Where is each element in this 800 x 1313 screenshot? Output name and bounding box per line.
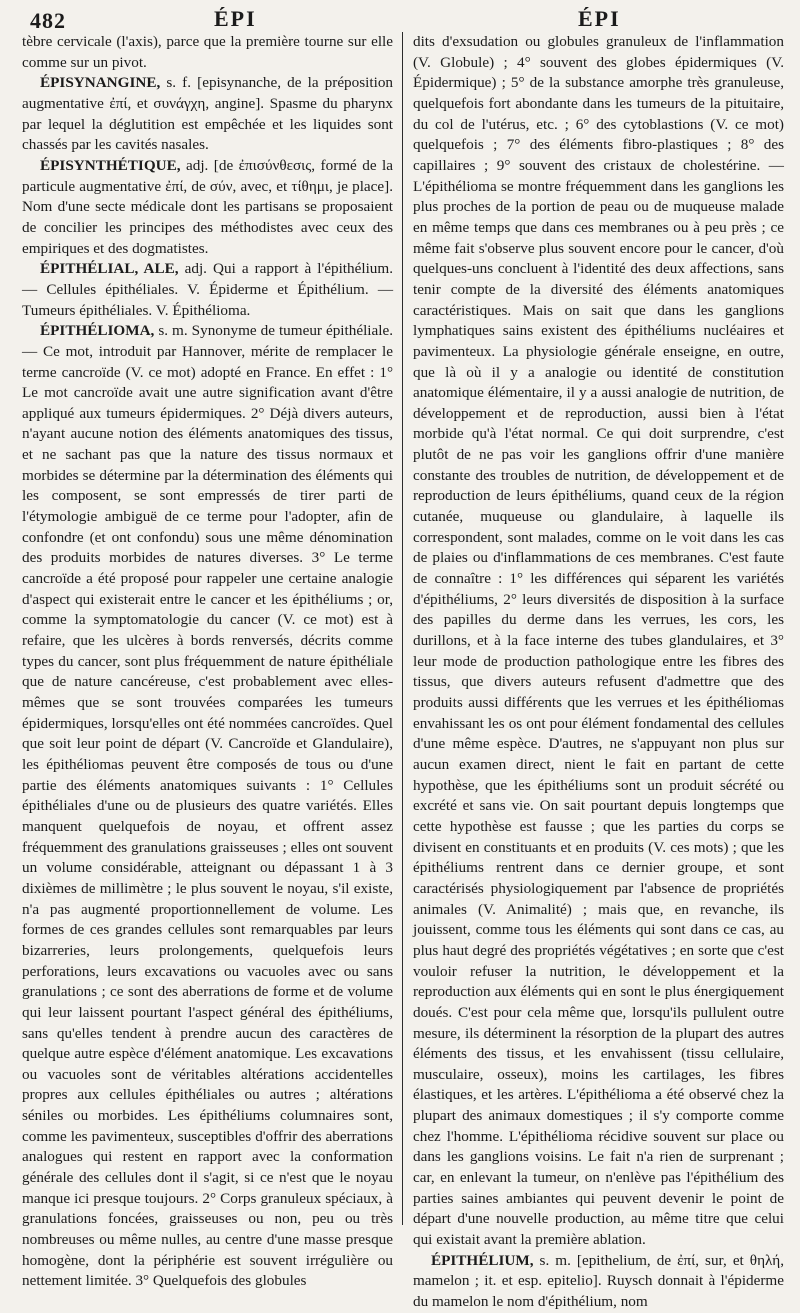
entry-text: s. f. [episynanche, de la préposition augmentative ἐπί, et συνάγχη, angine]. Spasme du pharynx par lequel la déglutition est empêchée et les liquides sont chassés par les cavités nasales. [22, 74, 394, 154]
right-running-head: ÉPI [578, 6, 621, 31]
entry-paragraph [22, 32, 393, 73]
running-header [16, 0, 786, 34]
entry-text: adj. [de ἐπισύνθεσις, formé de la particule augmentative ἐπί, de σύν, avec, et τίθημι, je place]. Nom d'une secte médicale dont les partisans se proposaient de concilier les principes des méthodistes avec ceux des empiriques et des dogmatistes. [22, 156, 394, 257]
right-column [411, 32, 784, 1311]
entry-text: s. m. [epithelium, de ἐπί, sur, et θηλή, mamelon ; it. et esp. epitelio]. Ruysch donnait à l'épiderme du mamelon le nom d'épithélium, nom [412, 1251, 784, 1311]
entry-paragraph [22, 73, 393, 156]
page-number: 482 [30, 8, 66, 33]
entry-paragraph [22, 156, 393, 259]
entry-headword: ÉPITHÉLIAL, ALE, [40, 260, 179, 278]
entry-text: s. m. Synonyme de tumeur épithéliale. — Ce mot, introduit par Hannover, mérite de remplacer le terme cancroïde (V. ce mot) adopté en France. En effet : 1° Le mot cancroïde avait une autre signification avant d'être appliqué aux tumeurs épidermiques. 2° Déjà divers auteurs, n'ayant aucune notion des éléments anatomiques des tissus, et ne sachant pas que la nature des tissus normaux et morbides se détermine par la détermination des éléments qui les composent, se sont empressés de tirer parti de l'étymologie ambiguë de ce terme pour l'adopter, afin de confondre (et ont confondu) sous une même dénomination des produits morbides de natures diverses. 3° Le terme cancroïde a été proposé pour rappeler une certaine analogie d'aspect qui existerait entre le cancer et les épithéliums ; or, comme la symptomatologie du cancer (V. ce mot) est à refaire, que les ulcères à bords renversés, décrits comme types du cancer, sont plus fréquemment de nature épithéliale que de nature cancéreuse, c'est probablement avec elles-mêmes que se sont trouvées comparées les tumeurs épidermiques, lorsqu'elles ont été nommées cancroïdes. Quel que soit leur point de départ (V. Cancroïde et Glandulaire), les épithéliomas peuvent être composés de tous ou d'une partie des éléments anatomiques suivants : 1° Cellules épithéliales d'une ou de plusieurs des quatre variétés. Elles manquent quelquefois de noyau, et offrent assez fréquemment des granulations graisseuses ; elles ont souvent un volume considérable, atteignant ou dépassant 1 à 3 dixièmes de millimètre ; le plus souvent le noyau, s'il existe, n'a pas augmenté proportionnellement de volume. Les formes de ces grandes cellules sont remarquables par leurs bizarreries, leurs prolongements, quelquefois leurs perforations, leurs excavations ou vacuoles avec ou sans granulations ; ce sont des aberrations de forme et de volume qui leur laissent pourtant l'aspect général des épithéliums, sans qu'elles tendent à prendre aucun des caractères de quelque autre espèce d'élément anatomique. Les excavations ou vacuoles sont de véritables altérations accidentelles propres aux cellules épithéliales ou autres ; altérations séniles ou morbides. Les épithéliums columnaires sont, comme les pavimenteux, susceptibles d'offrir des aberrations analogues qui restent en rapport avec la conformation générale des cellules dont il s'agit, si ce n'est que le noyau manque ici presque toujours. 2° Corps granuleux spéciaux, à granulations foncées, graisseuses ou non, peu ou très nombreuses ou même nulles, au centre d'une masse presque homogène, dont la périphérie est souvent irrégulière ou nettement limitée. 3° Quelquefois des globules [22, 322, 394, 1290]
entry-headword: ÉPISYNANGINE, [40, 74, 161, 92]
entry-paragraph [413, 32, 784, 1251]
entry-paragraph [413, 1251, 784, 1313]
entry-text: tèbre cervicale (l'axis), parce que la première tourne sur elle comme sur un pivot. [22, 33, 394, 71]
left-column [22, 32, 402, 1290]
left-running-head: ÉPI [214, 6, 257, 31]
entry-headword: ÉPISYNTHÉTIQUE, [40, 156, 181, 174]
entry-headword: ÉPITHÉLIOMA, [40, 322, 155, 340]
entry-paragraph [22, 259, 393, 321]
column-divider [402, 32, 403, 1225]
entry-paragraph [22, 321, 393, 1292]
entry-text: adj. Qui a rapport à l'épithélium. — Cellules épithéliales. V. Épiderme et Épithélium. — Tumeurs épithéliales. V. Épithélioma. [22, 260, 394, 319]
entry-headword: ÉPITHÉLIUM, [430, 1251, 534, 1269]
entry-text: dits d'exsudation ou globules granuleux de l'inflammation (V. Globule) ; 4° souvent des globes épidermiques (V. Épidermique) ; 5° de la substance amorphe très granuleuse, quelquefois fort abondante dans les tumeurs de la pituitaire, du col de l'utérus, etc. ; 6° des cytoblastions (V. ce mot) quelquefois ; 7° des éléments fibro-plastiques ; 8° des capillaires ; 9° souvent des cristaux de cholestérine. — L'épithélioma se montre fréquemment dans les ganglions les plus proches de la portion de peau ou de muqueuse malade en même temps que dans ces membranes ou à peu près ; ce même fait s'observe plus souvent encore pour le cancer, d'où quelques-uns concluent à l'identité des deux affections, sans tenir compte de la diversité des éléments anatomiques caractéristiques. Mais on sait que dans les ganglions lymphatiques sains existent des épithéliums nucléaires et pavimenteux. La physiologie générale enseigne, en outre, que là où il y a analogie ou identité de constitution anatomique élémentaire, il y a aussi analogie de nutrition, de développement et de reproduction, aussi bien à l'état morbide qu'à l'état normal. Ce qui doit surprendre, c'est plutôt de ne pas voir les ganglions offrir d'une manière constante des troubles de nutrition, de développement et de reproduction de leurs épithéliums, quand ceux de la région cutanée, muqueuse ou glandulaire, à laquelle ils correspondent, sont malades, comme on le voit dans les cas de plaies ou d'inflammations de ces membranes. C'est faute de connaître : 1° les différences qui séparent les variétés d'épithéliums, 2° leurs diversités de disposition à la surface des papilles du derme dans les verrues, les cors, les durillons, et à la face interne des tubes glandulaires, et 3° leur mode de production pathologique entre les fibres des tissus, que divers auteurs refusent d'admettre que des produits aussi différents que les verrues et les épithéliomas envahissant les os ont pour élément fondamental des cellules d'une même espèce. D'autres, ne s'appuyant non plus sur aucun examen direct, nient le fait en partant de cette hypothèse, que les épithéliums sont un produit sécrété ou excrété et sans vie. On sait pourtant depuis longtemps que cette hypothèse est fausse ; que les parties du corps se divisent en constituants et en produits (V. ces mots) ; que les épithéliums rentrent dans ce dernier groupe, et sont caractérisés physiologiquement par l'absence de propriétés animales (V. Animalité) ; mais que, en revanche, ils jouissent, comme tous les éléments qui sont dans ce cas, au plus haut degré des propriétés végétatives ; en sorte que c'est vouloir refuser la nutrition, le développement et la reproduction aux éléments qui en sont le plus énergiquement doués. C'est pour cela même que, lorsqu'ils pullulent outre mesure, ils déterminent la résorption de la plupart des autres éléments des tissus, et les envahissent (tissu cellulaire, musculaire, osseux), moins les cartilages, les fibres élastiques, et les artères. L'épithélioma a été observé chez la plupart des animaux domestiques ; il s'y comporte comme chez l'homme. L'épithélioma récidive souvent sur place ou dans les ganglions voisins. Le fait n'a rien de surprenant ; car, en enlevant la tumeur, on n'enlève pas l'épithélium des parties saines ambiantes qui peuvent devenir le point de départ d'une nouvelle production, au même titre que celui qui existait avant la première ablation. [412, 33, 784, 1249]
text-columns [22, 32, 784, 1311]
